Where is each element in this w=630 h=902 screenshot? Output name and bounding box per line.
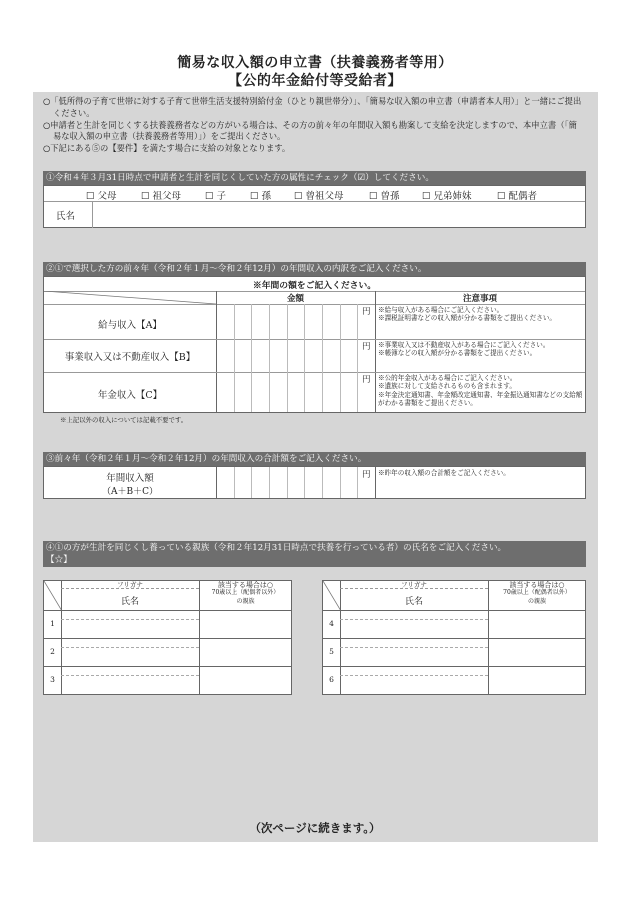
divider [375,467,376,498]
checkbox-grandchild[interactable]: ☐ 孫 [250,191,272,202]
furigana-header: フリガナ [116,581,144,589]
dependent-name-field-2[interactable] [62,639,199,666]
digit-separator [287,467,288,498]
header-line: 70歳以上（配偶者以外） [211,589,280,597]
name-field[interactable] [94,202,584,227]
option-label: 配偶者 [508,191,538,202]
digit-separator [304,467,305,498]
yen-label: 円 [362,375,371,385]
total-label: 年間収入額 [106,473,154,484]
row-number: 4 [329,619,334,628]
checkbox-grandparents[interactable]: ☐ 祖父母 [141,191,182,202]
dependents-table-left [43,580,292,695]
diagonal-line [44,291,216,304]
digit-separator [269,467,270,498]
total-income-box [43,466,586,499]
option-label: 曾祖父母 [305,191,344,202]
dependent-name-field-5[interactable] [341,639,488,666]
header-line: の親族 [236,597,255,605]
note-line: ※事業収入又は不動産収入がある場合にご記入ください。 [378,341,550,349]
divider [375,291,376,413]
diagonal-line [44,581,62,611]
checkbox-spouse[interactable]: ☐ 配偶者 [497,191,538,202]
option-label: 曽孫 [380,191,400,202]
row-notes-pension [378,374,584,408]
name-header: 氏名 [120,597,139,607]
digit-separator [234,467,235,498]
option-label: 父母 [97,191,117,202]
continued-notice: （次ページに続きます。） [249,821,381,835]
footnote: ※上記以外の収入については記載不要です。 [60,416,188,424]
digit-separator [340,467,341,498]
row-notes-salary [378,306,584,323]
row-number: 3 [50,675,55,684]
digit-separator [322,304,323,412]
row-label-salary: 給与収入【A】 [98,320,162,331]
income-breakdown-table [43,276,586,413]
option-label: 孫 [261,191,272,202]
dependent-name-field-1[interactable] [62,611,199,638]
notice-item: ○「低所得の子育て世帯に対する子育て世帯生活支援特別給付金（ひとり親世帯分）」、「簡易な収入額の申立書（申請者本人用）」と一緒にご提出ください。 [43,96,582,118]
section4-header [43,541,586,567]
dependent-name-field-3[interactable] [62,667,199,694]
divider [44,339,585,340]
notice-item: ○申請者と生計を同じくする扶養義務者などの方がいる場合は、その方の前々年の年間収入額も勘案して支給を決定しますので、本申立書（「簡易な収入額の申立書（扶養義務者等用）」）をご提出ください。 [43,119,577,142]
digit-separator [340,304,341,412]
furigana-header: フリガナ [400,581,428,589]
digit-separator [251,467,252,498]
row-number: 2 [50,647,55,656]
option-label: 兄弟姉妹 [433,191,472,202]
digit-separator [304,304,305,412]
row-label-business: 事業収入又は不動産収入【B】 [64,352,196,363]
note-line: ※公的年金収入がある場合にご記入ください。 [378,374,517,382]
dependents-table-right [322,580,586,695]
instruction-text: ※年間の額をご記入ください。 [252,281,377,291]
yen-label: 円 [362,307,371,317]
divider [44,372,585,373]
checkbox-father-mother[interactable]: ☐ 父母 [86,191,117,202]
section3-header: ③前々年（令和２年１月～令和２年12月）の年間収入の合計額をご記入ください。 [43,452,586,466]
row-number: 6 [329,675,334,684]
col-amount-header: 金額 [286,294,304,304]
note-line: ※年金決定通知書、年金額改定通知書、年金振込通知書などの支給額がわかる書類をご提出ください。 [378,390,583,408]
digit-separator [357,304,358,412]
note-line: ※課税証明書などの収入額が分かる書類をご提出ください。 [378,314,557,323]
note-line: ※帳簿などの収入額が分かる書類をご提出ください。 [378,349,537,358]
age-check-header [489,581,585,606]
checkbox-child[interactable]: ☐ 子 [205,191,227,202]
option-label: 祖父母 [152,191,182,202]
divider [216,291,217,413]
col-notes-header: 注意事項 [462,294,497,304]
total-formula: （A＋B＋C） [102,487,158,497]
checkbox-great-grandchild[interactable]: ☐ 曽孫 [369,191,400,202]
digit-separator [251,304,252,412]
digit-separator [322,467,323,498]
row-label-pension: 年金収入【C】 [97,390,163,401]
header-line: 該当する場合は○ [509,581,565,589]
checkbox-siblings[interactable]: ☐ 兄弟姉妹 [422,191,472,202]
note-line: ※給与収入がある場合にご記入ください。 [378,306,504,314]
divider [216,467,217,498]
yen-label: 円 [362,470,371,480]
name-label: 氏名 [56,211,76,222]
digit-separator [269,304,270,412]
diagonal-line [323,581,341,611]
row-notes-business [378,341,584,358]
section1-header: ①令和４年３月31日時点で申請者と生計を同じくしていた方の属性にチェック（☑）してください。 [43,171,586,185]
checkbox-great-grandparents[interactable]: ☐ 曾祖父母 [294,191,344,202]
name-header: 氏名 [404,597,423,607]
digit-separator [234,304,235,412]
section2-header: ②①で選択した方の前々年（令和２年１月～令和２年12月）の年間収入の内訳をご記入ください。 [43,262,586,276]
row-number: 1 [50,619,55,628]
yen-label: 円 [362,342,371,352]
header-line: の親族 [527,597,546,605]
age-check-header [200,581,291,606]
digit-separator [357,467,358,498]
form-title: 簡易な収入額の申立書（扶養義務者等用） [177,55,453,71]
section4-header-line: ④①の方が生計を同じくし養っている親族（令和２年12月31日時点で扶養を行っている者）の氏名をご記入ください。 [46,543,507,553]
dependent-name-field-4[interactable] [341,611,488,638]
row-number: 5 [329,647,334,656]
dependent-name-field-6[interactable] [341,667,488,694]
form-subtitle: 【公的年金給付等受給者】 [228,73,402,89]
option-label: 子 [216,191,227,202]
header-line: 該当する場合は○ [217,581,274,589]
header-line: 70歳以上（配偶者以外） [503,589,571,597]
divider [92,201,93,228]
notice-block [43,96,585,155]
notice-item: ○下記にある⑤の【要件】を満たす場合に支給の対象となります。 [43,143,291,154]
section4-header-line: 【☆】 [46,555,72,565]
digit-separator [287,304,288,412]
section1-box [43,185,586,228]
note-line: ※遺族に対して支給されるものも含まれます。 [378,382,516,391]
divider [44,304,585,305]
total-note: ※昨年の収入額の合計額をご記入ください。 [378,469,510,477]
